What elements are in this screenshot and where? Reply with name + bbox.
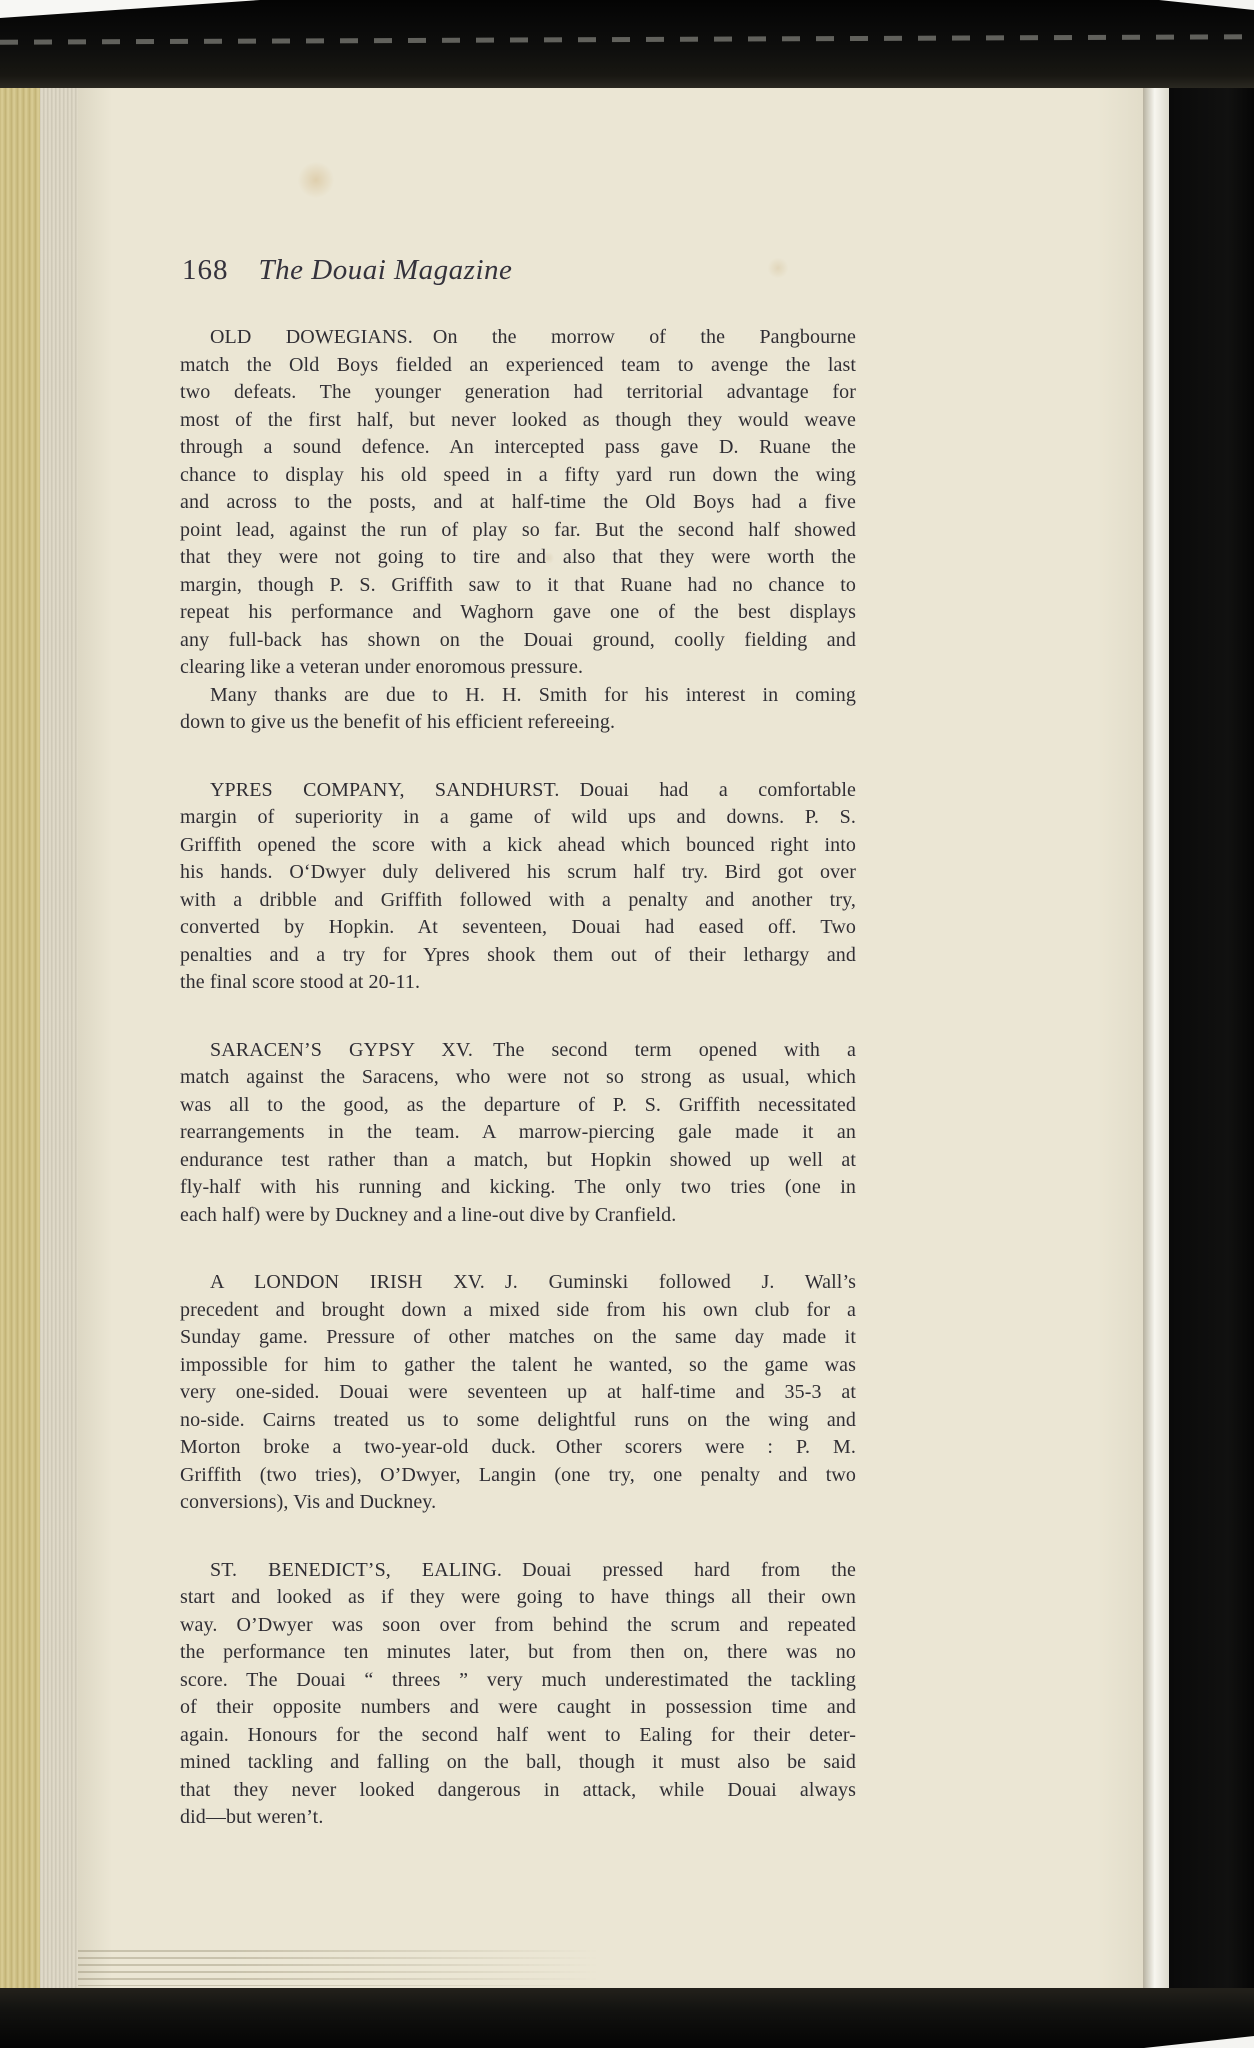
text-line: through a sound defence. An intercepted pass gave D. Ruane the — [180, 436, 856, 458]
page-number: 168 — [182, 254, 229, 286]
section-ypres-company-sandhurst — [180, 777, 856, 997]
text-line: did—but weren’t. — [180, 1806, 324, 1828]
text-line: Griffith (two tries), O’Dwyer, Langin (one try, one penalty and two — [180, 1463, 856, 1486]
text-line: point lead, against the run of play so far. But the second half showed — [180, 518, 856, 541]
text-line: Many thanks are due to H. H. Smith for his interest in coming — [210, 683, 856, 706]
paragraph — [180, 324, 856, 682]
text-line: and across to the posts, and at half-time the Old Boys had a five — [180, 491, 856, 513]
magazine-title: The Douai Magazine — [258, 254, 513, 286]
page-header — [182, 254, 512, 287]
text-line: the final score stood at 20-11. — [180, 971, 421, 993]
text-line: margin of superiority in a game of wild ups and downs. P. S. — [180, 806, 856, 828]
book-cover-top — [0, 0, 1254, 88]
text-line: rearrangements in the team. A marrow-piercing gale made it an — [180, 1121, 856, 1143]
text-line: match the Old Boys fielded an experienced team to avenge the last — [180, 353, 856, 376]
text-line: mined tackling and falling on the ball, though it must also be said — [180, 1751, 856, 1773]
text-line: Morton broke a two-year-old duck. Other scorers were : P. M. — [180, 1436, 856, 1458]
paragraph — [180, 682, 856, 737]
fore-edge-light-band — [40, 88, 78, 1988]
section-st-benedicts-ealing — [180, 1557, 856, 1832]
text-line: Sunday game. Pressure of other matches on the same day made it — [180, 1326, 856, 1348]
book-cover-bottom — [0, 1988, 1254, 2048]
text-line: down to give us the benefit of his efficient refereeing. — [180, 711, 616, 733]
text-line: A LONDON IRISH XV. J. Guminski followed J. Wall’s — [210, 1271, 856, 1293]
text-line: with a dribble and Griffith followed with a penalty and another try, — [180, 888, 856, 911]
text-line: was all to the good, as the departure of P. S. Griffith necessitated — [180, 1093, 856, 1116]
text-line: his hands. O‘Dwyer duly delivered his scrum half try. Bird got over — [180, 861, 856, 883]
text-line: each half) were by Duckney and a line-out dive by Cranfield. — [180, 1203, 677, 1226]
text-line: endurance test rather than a match, but Hopkin showed up well at — [180, 1148, 856, 1171]
fore-edge-yellow-band — [0, 88, 40, 1988]
text-line: any full-back has shown on the Douai ground, coolly fielding and — [180, 628, 856, 651]
text-line: of their opposite numbers and were caught in possession time and — [180, 1696, 856, 1718]
text-line: penalties and a try for Ypres shook them out of their lethargy and — [180, 943, 856, 966]
text-line: converted by Hopkin. At seventeen, Douai had eased off. Two — [180, 916, 856, 938]
text-line: way. O’Dwyer was soon over from behind the scrum and repeated — [180, 1613, 856, 1636]
section-old-dowegians — [180, 324, 856, 737]
section-saracens-gypsy-xv — [180, 1037, 856, 1230]
text-line: two defeats. The younger generation had territorial advantage for — [180, 381, 856, 403]
text-line: no-side. Cairns treated us to some delightful runs on the wing and — [180, 1408, 856, 1431]
text-line: fly-half with his running and kicking. The only two tries (one in — [180, 1176, 856, 1198]
text-line: again. Honours for the second half went to Ealing for their deter- — [180, 1723, 856, 1746]
text-line: very one-sided. Douai were seventeen up at half-time and 35-3 at — [180, 1381, 856, 1403]
cover-top-highlight-line — [0, 34, 1254, 44]
section-a-london-irish-xv — [180, 1269, 856, 1517]
text-line: OLD DOWEGIANS. On the morrow of the Pangbourne — [210, 326, 856, 348]
paragraph — [180, 1269, 856, 1517]
paragraph — [180, 1037, 856, 1230]
page-stack-fore-edge — [0, 88, 78, 1988]
text-line: ST. BENEDICT’S, EALING. Douai pressed hard from the — [210, 1558, 856, 1581]
book-cover-right — [1169, 88, 1254, 1988]
magazine-page — [78, 88, 1143, 1988]
text-line: that they were not going to tire and also that they were worth the — [180, 546, 856, 568]
text-line: Griffith opened the score with a kick ahead which bounced right into — [180, 833, 856, 856]
text-line: SARACEN’S GYPSY XV. The second term opened with a — [210, 1038, 856, 1061]
text-line: the performance ten minutes later, but from then on, there was no — [180, 1641, 856, 1663]
text-line: impossible for him to gather the talent he wanted, so the game was — [180, 1353, 856, 1376]
adjacent-page-edge — [1143, 88, 1169, 1988]
text-line: conversions), Vis and Duckney. — [180, 1491, 437, 1513]
text-line: match against the Saracens, who were not so strong as usual, which — [180, 1066, 856, 1088]
text-line: repeat his performance and Waghorn gave one of the best displays — [180, 601, 856, 623]
text-line: YPRES COMPANY, SANDHURST. Douai had a comfortable — [210, 778, 856, 801]
text-line: start and looked as if they were going to have things all their own — [180, 1586, 856, 1608]
text-line: precedent and brought down a mixed side from his own club for a — [180, 1298, 856, 1321]
text-line: margin, though P. S. Griffith saw to it that Ruane had no chance to — [180, 573, 856, 596]
paragraph — [180, 1557, 856, 1832]
paragraph — [180, 777, 856, 997]
text-line: most of the first half, but never looked as though they would weave — [180, 408, 856, 431]
page-body — [180, 324, 856, 1832]
text-line: chance to display his old speed in a fifty yard run down the wing — [180, 463, 856, 486]
page-stack-bottom-edges — [78, 1950, 598, 1986]
text-line: clearing like a veteran under enoromous pressure. — [180, 656, 584, 678]
text-line: that they never looked dangerous in attack, while Douai always — [180, 1778, 856, 1801]
text-line: score. The Douai “ threes ” very much underestimated the tackling — [180, 1668, 856, 1691]
